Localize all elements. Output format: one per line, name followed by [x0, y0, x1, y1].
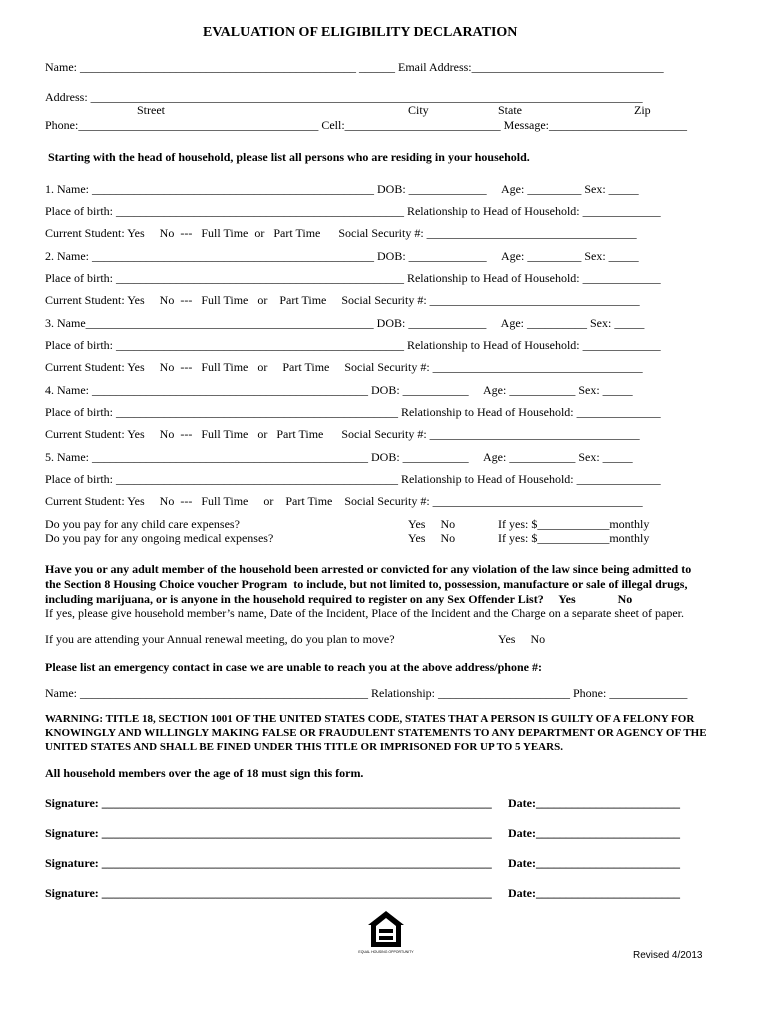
medical-yes-no[interactable]: Yes No — [408, 531, 456, 545]
member-2-name-line[interactable]: 2. Name: _______________________________________________ DOB: _____________ Age: _________ Sex: _____ — [45, 249, 639, 263]
member-2-student-line[interactable]: Current Student: Yes No --- Full Time or Part Time Social Security #: ___________________________________ — [45, 293, 640, 307]
address-line[interactable]: Address: ____________________________________________________________________________________________ — [45, 90, 643, 104]
warning-line-1: WARNING: TITLE 18, SECTION 1001 OF THE UNITED STATES CODE, STATES THAT A PERSON IS GUILTY OF A FELONY FOR — [45, 713, 695, 725]
member-4-birth-line[interactable]: Place of birth: _______________________________________________ Relationship to Head of Household: ______________ — [45, 405, 661, 419]
logo-caption: EQUAL HOUSING OPPORTUNITY — [358, 950, 414, 954]
member-3-name-line[interactable]: 3. Name________________________________________________ DOB: _____________ Age: __________ Sex: _____ — [45, 316, 645, 330]
phone-line[interactable]: Phone:________________________________________ Cell:__________________________ Message:_______________________ — [45, 118, 687, 132]
member-4-student-line[interactable]: Current Student: Yes No --- Full Time or Part Time Social Security #: ___________________________________ — [45, 427, 640, 441]
signature-notice: All household members over the age of 18 must sign this form. — [45, 766, 364, 780]
emergency-contact-line[interactable]: Name: ________________________________________________ Relationship: ______________________ Phone: _____________ — [45, 686, 688, 700]
household-intro: Starting with the head of household, please list all persons who are residing in your household. — [48, 150, 530, 164]
member-5-student-line[interactable]: Current Student: Yes No --- Full Time or Part Time Social Security #: ___________________________________ — [45, 494, 643, 508]
member-2-birth-line[interactable]: Place of birth: ________________________________________________ Relationship to Head of Household: _____________ — [45, 271, 661, 285]
member-1-birth-line[interactable]: Place of birth: ________________________________________________ Relationship to Head of Household: _____________ — [45, 204, 661, 218]
address-street-label: Street — [137, 103, 165, 117]
member-1-name-line[interactable]: 1. Name: _______________________________________________ DOB: _____________ Age: _________ Sex: _____ — [45, 182, 639, 196]
name-email-line[interactable]: Name: ______________________________________________ ______ Email Address:________________________________ — [45, 60, 664, 74]
member-5-birth-line[interactable]: Place of birth: _______________________________________________ Relationship to Head of Household: ______________ — [45, 472, 661, 486]
warning-line-2: KNOWINGLY AND WILLINGLY MAKING FALSE OR FRAUDULENT STATEMENTS TO ANY DEPARTMENT OR AGENCY OF THE — [45, 727, 707, 739]
criminal-question-line-3[interactable]: including marijuana, or is anyone in the household required to register on any Sex Offender List? Yes No — [45, 592, 633, 606]
signature-line-2[interactable]: Signature: _________________________________________________________________ — [45, 826, 492, 840]
warning-line-3: UNITED STATES AND SHALL BE FINED UNDER THIS TITLE OR IMPRISONED FOR UP TO 5 YEARS. — [45, 741, 563, 753]
signature-line-3[interactable]: Signature: _________________________________________________________________ — [45, 856, 492, 870]
child-care-question: Do you pay for any child care expenses? — [45, 517, 240, 531]
date-line-3[interactable]: Date:________________________ — [508, 856, 680, 870]
equal-housing-opportunity-logo — [358, 909, 414, 959]
criminal-instructions: If yes, please give household member’s name, Date of the Incident, Place of the Incident and the Charge on a separate sheet of paper. — [45, 606, 684, 620]
criminal-question-line-2: the Section 8 Housing Choice voucher Program to include, but not limited to, possession, manufacture or sale of illegal drugs, — [45, 577, 688, 591]
medical-question: Do you pay for any ongoing medical expenses? — [45, 531, 274, 545]
child-care-yes-no[interactable]: Yes No — [408, 517, 456, 531]
member-3-birth-line[interactable]: Place of birth: ________________________________________________ Relationship to Head of Household: _____________ — [45, 338, 661, 352]
signature-line-4[interactable]: Signature: _________________________________________________________________ — [45, 886, 492, 900]
medical-amount[interactable]: If yes: $____________monthly — [498, 531, 650, 545]
address-state-label: State — [498, 103, 522, 117]
date-line-2[interactable]: Date:________________________ — [508, 826, 680, 840]
emergency-heading: Please list an emergency contact in case we are unable to reach you at the above address/phone #: — [45, 660, 542, 674]
child-care-amount[interactable]: If yes: $____________monthly — [498, 517, 650, 531]
signature-line-1[interactable]: Signature: _________________________________________________________________ — [45, 796, 492, 810]
date-line-1[interactable]: Date:________________________ — [508, 796, 680, 810]
member-1-student-line[interactable]: Current Student: Yes No --- Full Time or Part Time Social Security #: ___________________________________ — [45, 226, 637, 240]
criminal-question-line-1: Have you or any adult member of the household been arrested or convicted for any violation of the law since being admitted to — [45, 562, 692, 576]
member-3-student-line[interactable]: Current Student: Yes No --- Full Time or Part Time Social Security #: ___________________________________ — [45, 360, 643, 374]
address-city-label: City — [408, 103, 429, 117]
page-title: EVALUATION OF ELIGIBILITY DECLARATION — [203, 25, 518, 40]
date-line-4[interactable]: Date:________________________ — [508, 886, 680, 900]
member-4-name-line[interactable]: 4. Name: ______________________________________________ DOB: ___________ Age: ___________ Sex: _____ — [45, 383, 633, 397]
revised-date: Revised 4/2013 — [633, 950, 703, 961]
renewal-question: If you are attending your Annual renewal meeting, do you plan to move? — [45, 632, 395, 646]
address-zip-label: Zip — [634, 103, 651, 117]
renewal-yes-no[interactable]: Yes No — [498, 632, 546, 646]
member-5-name-line[interactable]: 5. Name: ______________________________________________ DOB: ___________ Age: ___________ Sex: _____ — [45, 450, 633, 464]
equal-housing-icon — [358, 909, 414, 959]
